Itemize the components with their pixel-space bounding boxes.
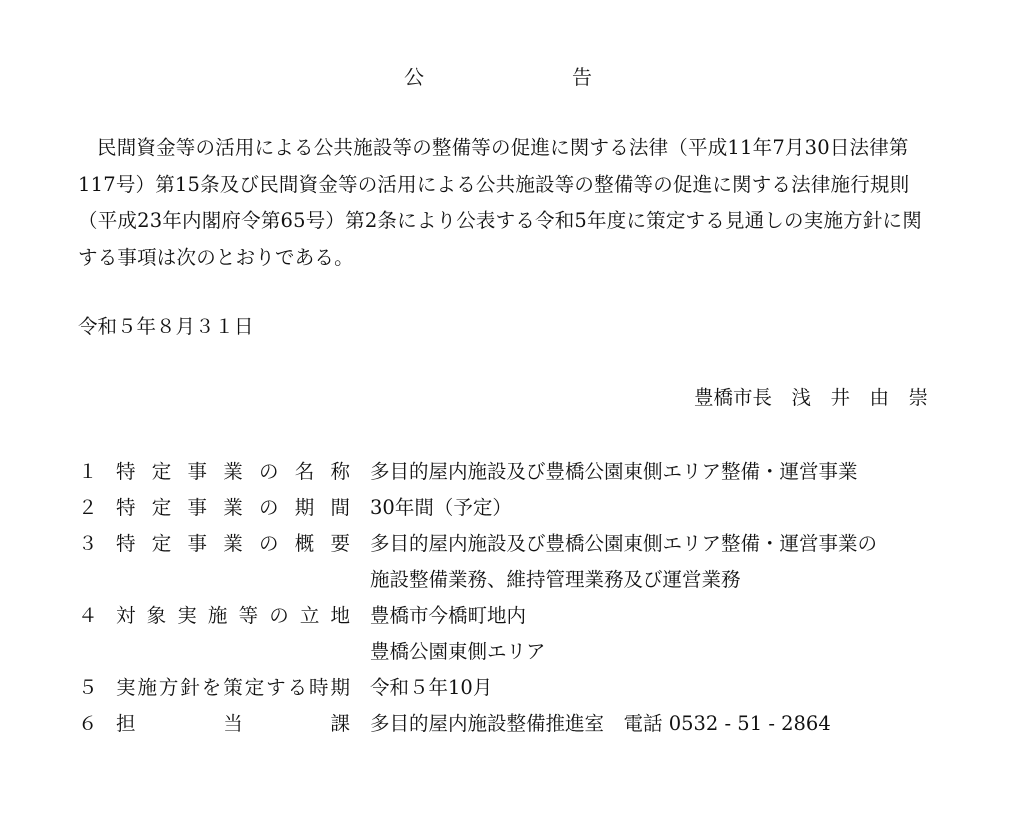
item-value-line: 多目的屋内施設及び豊橋公園東側エリア整備・運営事業 — [370, 460, 858, 483]
item-value-line: 多目的屋内施設及び豊橋公園東側エリア整備・運営事業の — [370, 532, 878, 555]
item-value-line: 多目的屋内施設整備推進室 電話 0532 - 51 - 2864 — [370, 712, 831, 735]
item-value-line: 30年間（予定） — [370, 496, 512, 519]
item-number: ５ — [78, 676, 98, 699]
notice-body-paragraph: 民間資金等の活用による公共施設等の整備等の促進に関する法律（平成11年7月30日法律第117号）第15条及び民間資金等の活用による公共施設等の整備等の促進に関する法律施行規則（平成23年内閣府令第65号）第2条により公表する令和5年度に策定する見通しの実施方針に関する事項は次のとおりである。 — [78, 136, 922, 269]
item-number: ６ — [78, 712, 98, 735]
item-number: ２ — [78, 496, 98, 519]
item-value — [370, 598, 940, 670]
notice-signer: 豊橋市長 浅 井 由 崇 — [693, 386, 928, 409]
item-value-line: 令和５年10月 — [370, 676, 493, 699]
item-label: 実施方針を策定する時期 — [116, 676, 350, 699]
item-value — [370, 706, 940, 742]
item-label: 特定事業の期間 — [116, 496, 350, 519]
notice-title — [0, 62, 1018, 92]
item-value-line: 施設整備業務、維持管理業務及び運営業務 — [370, 568, 741, 591]
notice-title-char-2: 告 — [572, 65, 592, 89]
item-value-line: 豊橋市今橋町地内 — [370, 604, 527, 627]
item-label: 対象実施等の立地 — [116, 604, 350, 627]
notice-date: 令和５年８月３１日 — [78, 315, 254, 338]
item-number: ３ — [78, 532, 98, 555]
item-value — [370, 526, 940, 598]
item-value — [370, 454, 940, 490]
item-value-line: 豊橋公園東側エリア — [370, 640, 546, 663]
item-value — [370, 670, 940, 706]
item-label: 担当課 — [116, 712, 350, 735]
item-number: １ — [78, 460, 98, 483]
item-value — [370, 490, 940, 526]
item-label: 特定事業の概要 — [116, 532, 350, 555]
item-label: 特定事業の名称 — [116, 460, 350, 483]
notice-title-char-1: 公 — [404, 65, 424, 89]
item-number: ４ — [78, 604, 98, 627]
